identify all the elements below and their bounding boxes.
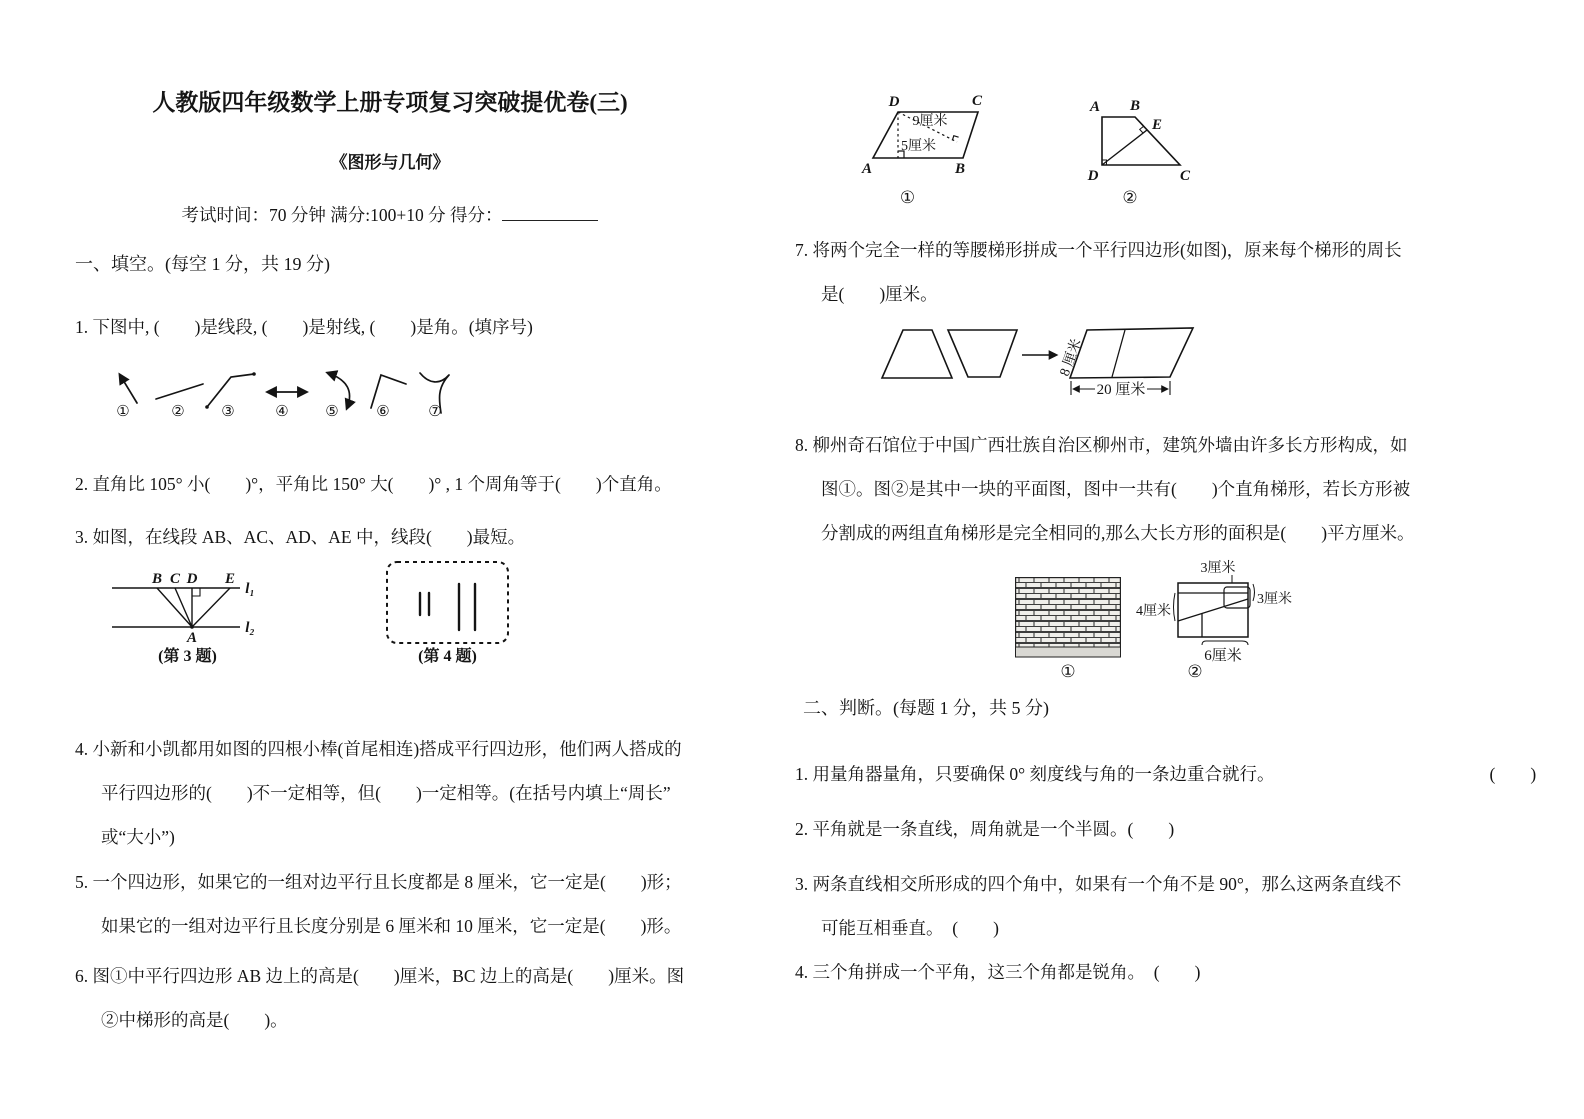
- dim-5cm: 5厘米: [901, 139, 936, 154]
- combined-parallelogram: [1070, 328, 1193, 378]
- question-6: [75, 954, 684, 1042]
- glyph-label-4: ④: [275, 404, 289, 420]
- trapezoid-upright: [882, 330, 952, 378]
- figure-q4-caption: (第 4 题): [418, 648, 477, 665]
- figure-q6-trapezoid: [1075, 92, 1205, 186]
- right-angle-mark-D: [192, 588, 200, 596]
- figure-q3-parallel-lines: [110, 572, 265, 645]
- question-6-line-2: ②中梯形的高是( )。: [101, 1010, 288, 1030]
- question-3: 3. 如图，在线段 AB、AC、AD、AE 中，线段( )最短。: [75, 527, 526, 547]
- trapezoid-right-angle-marks: [1102, 126, 1144, 165]
- glyph-label-2: ②: [171, 404, 185, 420]
- exam-info-text: 考试时间：70 分钟 满分:100+10 分 得分：: [181, 205, 503, 225]
- line-label-l2: l₂: [245, 620, 255, 636]
- vertex-label-d: D: [888, 94, 900, 110]
- exam-info-line: [75, 202, 705, 227]
- judge-2: 2. 平角就是一条直线，周角就是一个半圆。( ): [795, 819, 1175, 839]
- q7-shapes: [882, 328, 1193, 378]
- q3-lines: [112, 588, 240, 627]
- wall-base-strip: [1016, 647, 1121, 657]
- segments-from-A: [157, 588, 230, 627]
- sticks: [420, 584, 475, 630]
- trapezoid-outline: [1102, 117, 1180, 165]
- glyph-curve-5: [328, 373, 350, 408]
- question-8-line-3: 分割成的两组直角梯形是完全相同的,那么大长方形的面积是( )平方厘米。: [821, 523, 1415, 543]
- question-7-line-2: 是( )厘米。: [821, 284, 938, 304]
- page-title: 人教版四年级数学上册专项复习突破提优卷(三): [152, 90, 628, 115]
- vertex-label-a: A: [186, 630, 198, 645]
- score-underline: [502, 206, 598, 221]
- vertex-label-b: B: [151, 572, 163, 587]
- question-2: 2. 直角比 105° 小( )°，平角比 150° 大( )° , 1 个周角等于( )个直角。: [75, 474, 672, 494]
- plan-shapes: [1178, 583, 1250, 637]
- vertex-label-a: A: [861, 161, 873, 177]
- glyph-label-3: ③: [221, 404, 235, 420]
- bracket-left-4cm: [1174, 593, 1176, 621]
- judge-3-line-1: 3. 两条直线相交所形成的四个角中，如果有一个角不是 90°，那么这两条直线不: [795, 874, 1402, 894]
- judge-1-answer-paren: ( ): [1489, 764, 1537, 784]
- question-4-line-2: 平行四边形的( )不一定相等，但( )一定相等。(在括号内填上“周长”: [101, 783, 671, 803]
- glyph-label-7: ⑦: [428, 404, 442, 420]
- page-subtitle: 《图形与几何》: [330, 153, 450, 172]
- dim-left-4cm: 4厘米: [1136, 604, 1171, 619]
- judge-1-text: 1. 用量角器量角，只要确保 0° 刻度线与角的一条边重合就行。: [795, 764, 1275, 784]
- parallelogram-dim-labels: [901, 112, 948, 154]
- section-judge-heading: 二、判断。(每题 1 分，共 5 分): [803, 698, 1049, 718]
- vertex-label-e: E: [224, 572, 236, 587]
- question-8-line-1: 8. 柳州奇石馆位于中国广西壮族自治区柳州市，建筑外墙由许多长方形构成，如: [795, 435, 1408, 455]
- figure-q6-parallelogram: [850, 92, 1015, 184]
- glyph-label-1: ①: [116, 404, 130, 420]
- dim-right-3cm: 3厘米: [1257, 592, 1292, 607]
- internal-divider: [1112, 330, 1125, 377]
- question-6-line-1: 6. 图①中平行四边形 AB 边上的高是( )厘米，BC 边上的高是( )厘米。图: [75, 966, 685, 986]
- figure-q3-caption: (第 3 题): [158, 648, 217, 665]
- question-4: [75, 727, 682, 859]
- question-7-line-1: 7. 将两个完全一样的等腰梯形拼成一个平行四边形(如图)，原来每个梯形的周长: [795, 240, 1402, 260]
- judge-1: [795, 752, 1536, 796]
- question-8-line-2: 图①。图②是其中一块的平面图，图中一共有( )个直角梯形，若长方形被: [821, 479, 1411, 499]
- figure-q6-2-caption: ②: [1122, 188, 1138, 207]
- question-4-line-3: 或“大小”): [101, 827, 175, 847]
- question-4-line-1: 4. 小新和小凯都用如图的四根小棒(首尾相连)搭成平行四边形，他们两人搭成的: [75, 739, 682, 759]
- glyph-segment-2: [156, 384, 203, 399]
- vertex-label-c: C: [971, 93, 983, 109]
- judge-3-line-2: 可能互相垂直。 ( ): [821, 918, 999, 938]
- section-fill-heading: 一、填空。(每空 1 分，共 19 分): [75, 254, 330, 274]
- diagonal-divider: [1178, 599, 1248, 621]
- figure-q7-trapezoids: [855, 303, 1200, 408]
- point-A-dot: [190, 625, 194, 629]
- figure-q6-1-caption: ①: [899, 188, 916, 207]
- figure-q8-brick-wall: [1015, 577, 1121, 659]
- judge-4: 4. 三个角拼成一个平角，这三个角都是锐角。 ( ): [795, 962, 1201, 982]
- dim-20cm: 20 厘米: [1096, 382, 1146, 398]
- vertex-label-b: B: [954, 161, 966, 177]
- q3-labels: [151, 572, 255, 645]
- dim-8cm: 8 厘米: [1057, 337, 1085, 379]
- vertex-label-d: D: [1087, 168, 1099, 184]
- question-8: [795, 423, 1415, 555]
- trapezoid-inverted: [948, 330, 1017, 377]
- figure-q8-plan: [1120, 555, 1310, 667]
- vertex-label-c: C: [1179, 168, 1191, 184]
- plan-dim-labels: [1136, 559, 1292, 664]
- dashed-box: [387, 562, 508, 643]
- vertex-label-b: B: [1129, 98, 1141, 114]
- question-5-line-1: 5. 一个四边形，如果它的一组对边平行且长度都是 8 厘米，它一定是( )形；: [75, 872, 682, 892]
- question-1: 1. 下图中, ( )是线段, ( )是射线, ( )是角。(填序号): [75, 317, 533, 337]
- judge-3: [795, 862, 1401, 950]
- parallelogram-vertex-labels: [861, 93, 983, 177]
- height-DE: [1102, 130, 1147, 165]
- bracket-right-3cm: [1253, 584, 1255, 601]
- dim-bottom-6cm: 6厘米: [1204, 648, 1242, 664]
- glyph-number-labels: [116, 404, 441, 420]
- brick-wall-texture: [1016, 578, 1121, 651]
- glyph-label-5: ⑤: [325, 404, 339, 420]
- vertex-label-c: C: [169, 572, 181, 587]
- figure-q4-sticks: [385, 560, 510, 645]
- glyph-ray-1: [120, 375, 137, 403]
- glyph-bent-line-3: [207, 374, 254, 407]
- dim-9cm: 9厘米: [912, 114, 948, 129]
- figure-q8-2-caption: ②: [1187, 662, 1203, 681]
- right-angle-mark-E: [1140, 126, 1144, 133]
- line-label-l1: l₁: [245, 581, 255, 597]
- question-5: [75, 860, 682, 948]
- glyph-label-6: ⑥: [376, 404, 390, 420]
- dim-top-3cm: 3厘米: [1200, 561, 1236, 576]
- vertex-label-d: D: [186, 572, 198, 587]
- vertex-label-a: A: [1089, 99, 1101, 115]
- bracket-bottom-6cm: [1202, 641, 1248, 645]
- figure-line-types: [100, 363, 460, 421]
- question-5-line-2: 如果它的一组对边平行且长度分别是 6 厘米和 10 厘米，它一定是( )形。: [101, 916, 682, 936]
- vertex-label-e: E: [1151, 117, 1163, 133]
- figure-q8-1-caption: ①: [1060, 662, 1076, 681]
